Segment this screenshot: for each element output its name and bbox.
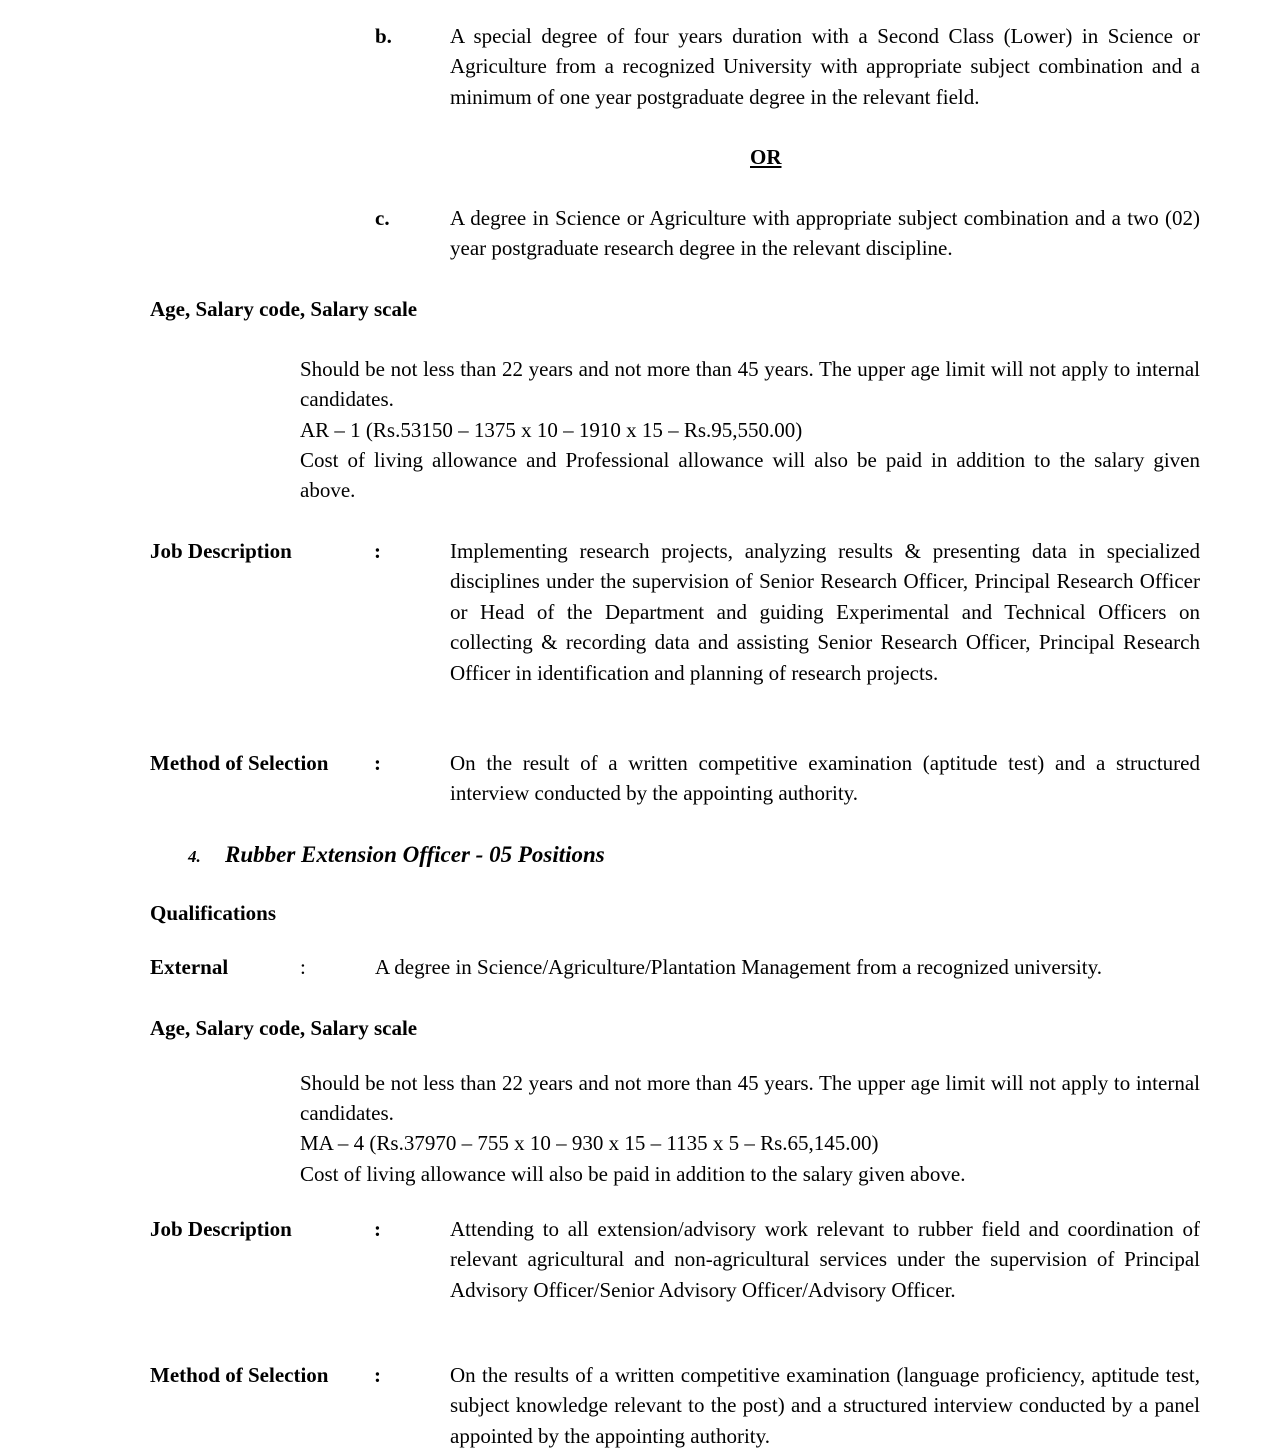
or-separator: OR [750, 145, 782, 169]
external-label: External [150, 955, 229, 979]
method-selection-colon-2: : [374, 1363, 381, 1387]
qualification-b-marker: b. [375, 24, 392, 48]
section-title-4: Rubber Extension Officer - 05 Positions [225, 842, 605, 867]
external-colon: : [300, 955, 306, 979]
allowance-text-2: Cost of living allowance will also be paid in addition to the salary given above. [300, 1162, 966, 1186]
salary-code-2: MA – 4 (Rs.37970 – 755 x 10 – 930 x 15 – 1135 x 5 – Rs.65,145.00) [300, 1131, 879, 1155]
salary-code-1: AR – 1 (Rs.53150 – 1375 x 10 – 1910 x 15 – Rs.95,550.00) [300, 418, 803, 442]
age-requirement-1: Should be not less than 22 years and not more than 45 years. The upper age limit will not apply to internal candidates. [300, 357, 1200, 412]
method-selection-label-1: Method of Selection [150, 751, 329, 775]
age-requirement-2: Should be not less than 22 years and not more than 45 years. The upper age limit will not apply to internal candidates. [300, 1071, 1200, 1126]
job-description-colon-2: : [374, 1217, 381, 1241]
qualifications-heading: Qualifications [150, 901, 277, 925]
method-selection-text-1: On the result of a written competitive examination (aptitude test) and a structured interview conducted by the appointing authority. [450, 751, 1200, 806]
age-salary-heading-2: Age, Salary code, Salary scale [150, 1016, 418, 1040]
external-text: A degree in Science/Agriculture/Plantation Management from a recognized university. [375, 955, 1102, 979]
method-selection-text-2: On the results of a written competitive examination (language proficiency, aptitude test, subject knowledge relevant to the post) and a structured interview conducted by a panel appointed by the appointing authority. [450, 1363, 1200, 1448]
method-selection-label-2: Method of Selection [150, 1363, 329, 1387]
job-description-text-1: Implementing research projects, analyzing results & presenting data in specialized disciplines under the supervision of Senior Research Officer, Principal Research Officer or Head of the Department and guiding Experimental and Technical Officers on collecting & recording data and assisting Senior Research Officer, Principal Research Officer in identification and planning of research projects. [450, 539, 1200, 685]
job-description-label-2: Job Description [150, 1217, 292, 1241]
age-salary-heading-1: Age, Salary code, Salary scale [150, 297, 418, 321]
qualification-c-text: A degree in Science or Agriculture with appropriate subject combination and a two (02) year postgraduate research degree in the relevant discipline. [450, 206, 1200, 261]
job-description-text-2: Attending to all extension/advisory work relevant to rubber field and coordination of relevant agricultural and non-agricultural services under the supervision of Principal Advisory Officer/Senior Advisory Officer/Advisory Officer. [450, 1217, 1200, 1302]
qualification-c-marker: c. [375, 206, 390, 230]
section-number-4: 4. [188, 847, 201, 866]
qualification-b-text: A special degree of four years duration with a Second Class (Lower) in Science or Agriculture from a recognized University with appropriate subject combination and a minimum of one year postgraduate degree in the relevant field. [450, 24, 1200, 109]
job-description-label-1: Job Description [150, 539, 292, 563]
allowance-text-1: Cost of living allowance and Professional allowance will also be paid in addition to the salary given above. [300, 448, 1200, 503]
job-description-colon-1: : [374, 539, 381, 563]
method-selection-colon-1: : [374, 751, 381, 775]
